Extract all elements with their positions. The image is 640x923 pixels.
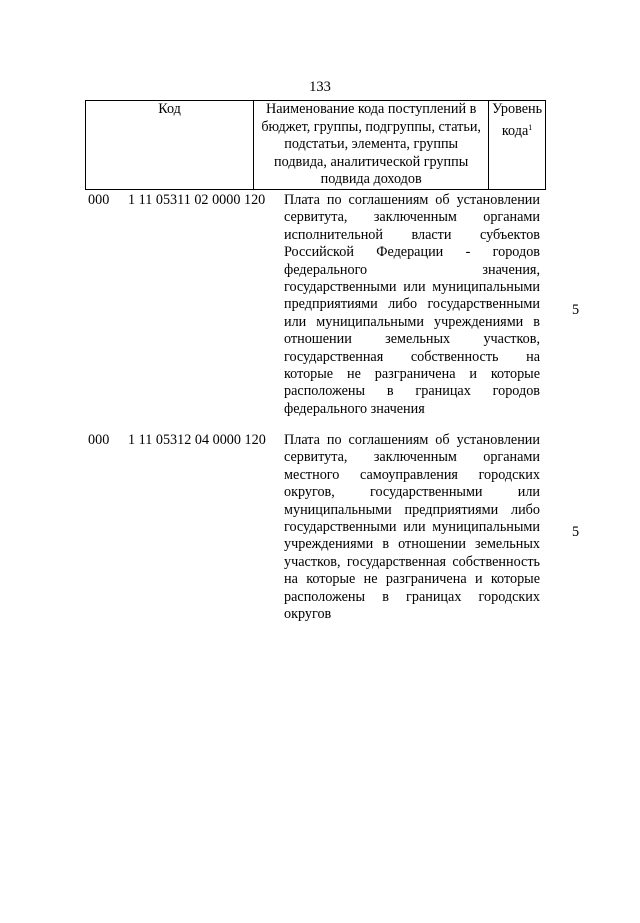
row-code: 1 11 05311 02 0000 120 (128, 192, 266, 208)
row-description: Плата по соглашениям об установлении сервитута, заключенным органами исполнительной власти субъектов Российской Федерации - городов федерального значения, государственными или муниципальными предприятиями либо государственными или муниципальными учреждениями в отношении земельных участков, государственная собственность на которые не разграничена и которые расположены в границах городов федерального значения (284, 192, 540, 417)
header-code: Код (86, 101, 254, 190)
row-description: Плата по соглашениям об установлении сервитута, заключенным органами местного самоуправления городских округов, государственными или муниципальными предприятиями либо государственными или муниципальными учреждениями в отношении земельных участков, государственная собственность на которые не разграничена и которые расположены в границах городских округов (284, 432, 540, 623)
header-level (489, 101, 546, 190)
row-prefix: 000 (88, 432, 110, 448)
table-header (85, 100, 546, 190)
row-level: 5 (572, 524, 580, 540)
header-level-label: Уровень кода (492, 101, 543, 139)
row-prefix: 000 (88, 192, 110, 208)
page-number: 133 (309, 79, 331, 95)
row-code: 1 11 05312 04 0000 120 (128, 432, 266, 448)
header-name: Наименование кода поступлений в бюджет, группы, подгруппы, статьи, подстатьи, элемента, группы подвида, аналитической группы подвида доходов (254, 101, 489, 190)
row-level: 5 (572, 302, 580, 318)
header-level-footnote: 1 (528, 122, 533, 132)
